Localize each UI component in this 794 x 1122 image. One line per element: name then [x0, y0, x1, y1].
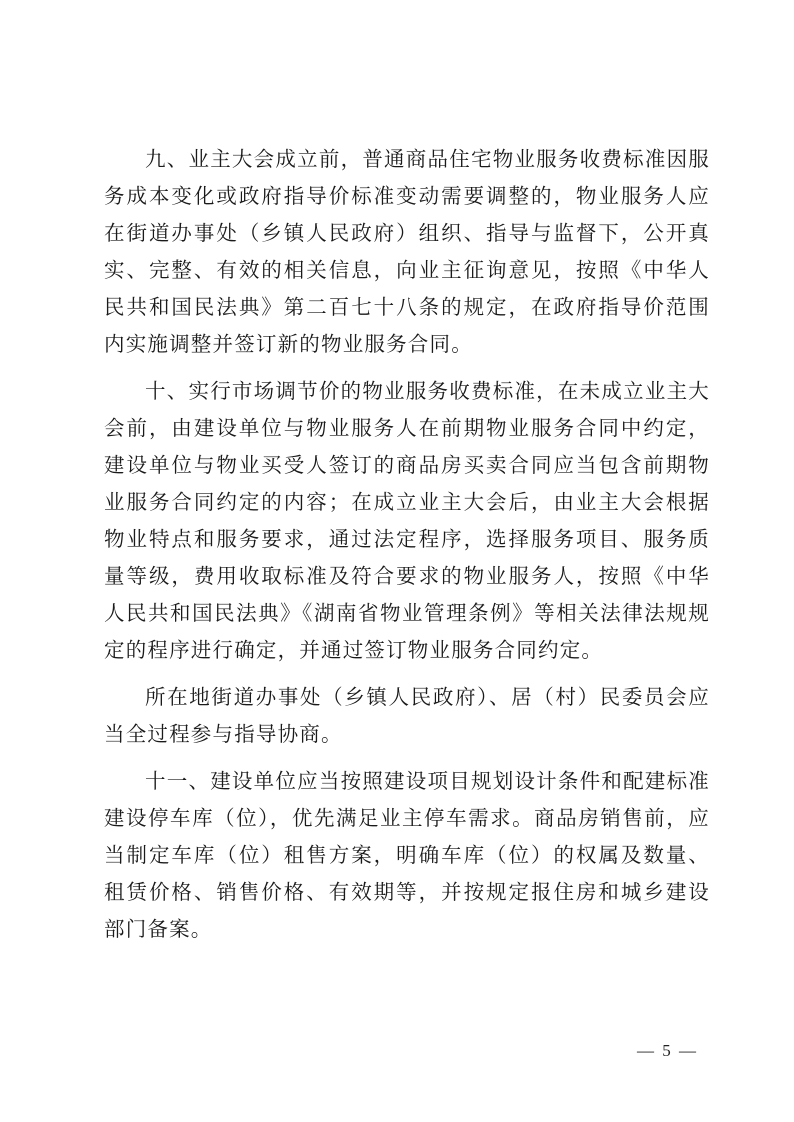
- paragraph-ten: 十、实行市场调节价的物业服务收费标准，在未成立业主大会前，由建设单位与物业服务人在前期物业服务合同中约定，建设单位与物业买受人签订的商品房买卖合同应当包含前期物业服务合同约定的内容；在成立业主大会后，由业主大会根据物业特点和服务要求，通过法定程序，选择服务项目、服务质量等级，费用收取标准及符合要求的物业服务人，按照《中华人民共和国民法典》《湖南省物业管理条例》等相关法律法规规定的程序进行确定，并通过签订物业服务合同约定。: [104, 379, 710, 662]
- page-number: — 5 —: [637, 1041, 698, 1060]
- paragraph-eleven: 十一、建设单位应当按照建设项目规划设计条件和配建标准建设停车库（位），优先满足业主停车需求。商品房销售前，应当制定车库（位）租售方案，明确车库（位）的权属及数量、租赁价格、销售价格、有效期等，并按规定报住房和城乡建设部门备案。: [104, 769, 710, 941]
- paragraph-nine: 九、业主大会成立前，普通商品住宅物业服务收费标准因服务成本变化或政府指导价标准变动需要调整的，物业服务人应在街道办事处（乡镇人民政府）组织、指导与监督下，公开真实、完整、有效的相关信息，向业主征询意见，按照《中华人民共和国民法典》第二百七十八条的规定，在政府指导价范围内实施调整并签订新的物业服务合同。: [104, 147, 710, 356]
- document-body: [104, 141, 710, 948]
- paragraph-ten-supplement: 所在地街道办事处（乡镇人民政府）、居（村）民委员会应当全过程参与指导协商。: [104, 685, 710, 746]
